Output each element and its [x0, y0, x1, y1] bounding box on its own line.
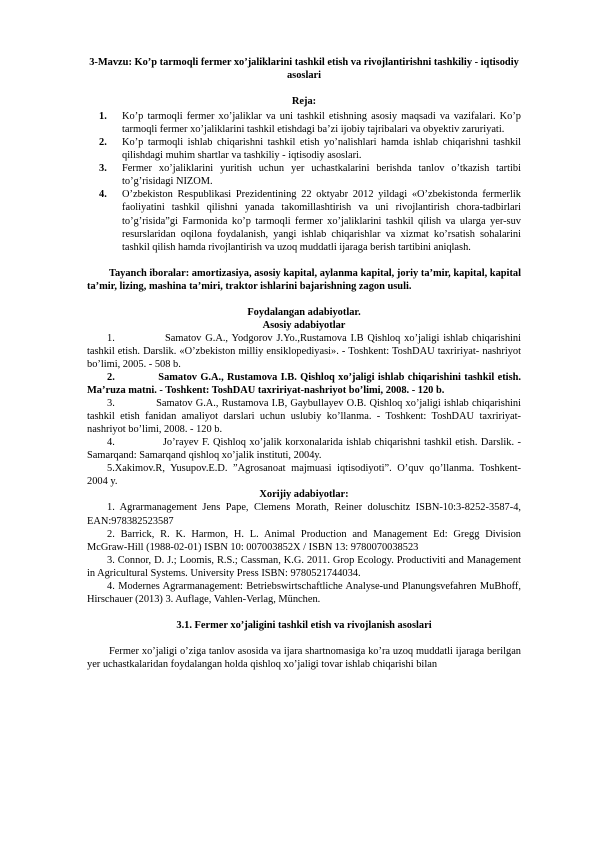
plan-item-number: 4. [99, 189, 107, 201]
main-literature-heading: Asosiy adabiyotlar [262, 319, 346, 331]
plan-item-text: Ko’p tarmoqli ishlab chiqarishni tashkil etish yo’nalishlari hamda ishlab chiqarishni tashkil qilishdagi muhim shartlar va tashkiliy - iqtisodiy asoslari. [122, 137, 521, 162]
section-heading: 3.1. Fermer xo’jaligini tashkil etish va rivojlanish asoslari [176, 619, 432, 631]
main-reference: 2. Samatov G.A., Rustamova I.B. Qishloq xo’jaligi ishlab chiqarishini tashkil etish. Ma’ruza matni. - Toshkent: ToshDAU taxririyat-nashriyot bo’limi, 2008. - 120 b. [87, 371, 521, 397]
foreign-reference: 2. Barrick, R. K. Harmon, H. L. Animal Production and Management Ed: Gregg Division McGraw-Hill (1988-02-01) ISBN 10: 007003852X / ISBN 13: 9780070038523 [87, 528, 521, 553]
plan-item-text: Fermer xo’jaliklarini yuritish uchun yer uchastkalarini berishda tanlov o’tkazish tartibi to’g’risidagi NIZOM. [122, 163, 521, 188]
document-page [87, 56, 521, 671]
main-reference: 1. Samatov G.A., Yodgorov J.Yo.,Rustamova I.B Qishloq xo’jaligi ishlab chiqarishini tashkil etish. Darslik. «O’zbekiston milliy ensiklopediyasi». - Toshkent: ToshDAU taxririyat- nashriyot bo’limi, 2005. - 508 b. [87, 332, 521, 370]
key-terms: Tayanch iboralar: amortizasiya, asosiy kapital, aylanma kapital, joriy ta’mir, kapital, kapital ta’mir, lizing, mashina ta’miri, traktor ishlarini bajarishning zagon usuli. [87, 267, 521, 292]
plan-item-number: 3. [99, 163, 107, 175]
plan-list [87, 110, 521, 254]
main-reference: 4. Jo’rayev F. Qishloq xo’jalik korxonalarida ishlab chiqarishni tashkil etish. Darslik. -Samarqand: Samarqand qishloq xo’jalik instituti, 2004y. [87, 437, 521, 462]
foreign-literature-heading: Xorijiy adabiyotlar: [259, 489, 349, 501]
plan-item [87, 188, 521, 253]
plan-item [87, 110, 521, 136]
plan-item [87, 162, 521, 188]
foreign-reference: 1. Agrarmanagement Jens Pape, Clemens Morath, Reiner doluschitz ISBN-10:3-8252-3587-4, EAN:978382523587 [87, 502, 521, 527]
foreign-reference: 4. Modernes Agrarmanagement: Betriebswirtschaftliche Analyse-und Planungsvefahren MuBhoff, Hirschauer (2013) 3. Auflage, Vahlen-Verlag, München. [87, 580, 521, 605]
plan-item-number: 1. [99, 111, 107, 123]
topic-title: 3-Mavzu: Ko’p tarmoqli fermer xo’jaliklarini tashkil etish va rivojlantirishni tashkiliy - iqtisodiy asoslari [89, 57, 519, 82]
foreign-reference: 3. Connor, D. J.; Loomis, R.S.; Cassman, K.G. 2011. Grop Ecology. Productiviti and Management in Agricultural Systems. University Press ISBN: 9780521744034. [87, 554, 521, 579]
plan-heading: Reja: [291, 96, 317, 108]
literature-heading: Foydalangan adabiyotlar. [247, 306, 361, 318]
plan-item-text: O’zbekiston Respublikasi Prezidentining 22 oktyabr 2012 yildagi «O’zbekistonda fermerlik faoliyatini tashkil qilishni yanada takomillashtirish va uni rivojlantirish chora-tadbirlari to’g’risida”gi Farmonida ko’p tarmoqli fermer xo’jaliklarini tashkil qilish va ularga yer-suv resurslaridan oqilona foydalanish, yangi ishlab chiqarishlar va xizmat ko’rsatish sohalarini tashkil qilish hamda rivojlantirish va uzoq muddatli ijaraga berish tartibini aniqlash. [122, 189, 521, 253]
main-reference: 3. Samatov G.A., Rustamova I.B, Gaybullayev O.B. Qishloq xo’jaligi ishlab chiqarishini tashkil etish fanidan amaliyot darslari uchun uslubiy ko’llanma. - Toshkent: ToshDAU taxririyat- nashriyot bo’limi, 2008. - 120 b. [87, 398, 521, 436]
plan-item [87, 136, 521, 162]
main-reference: 5.Xakimov.R, Yusupov.E.D. ”Agrosanoat majmuasi iqtisodiyoti”. O’quv qo’llanma. Toshkent- 2004 y. [87, 463, 521, 488]
plan-item-number: 2. [99, 137, 107, 149]
plan-item-text: Ko’p tarmoqli fermer xo’jaliklar va uni tashkil etishning asosiy maqsadi va vazifalari. Ko’p tarmoqli fermer xo’jaliklarini tashkil etishdagi ba’zi ijobiy tajribalari va obyektiv zaruriyati. [122, 111, 521, 136]
body-paragraph: Fermer xo’jaligi o’ziga tanlov asosida va ijara shartnomasiga ko’ra uzoq muddatli ijaraga berilgan yer uchastkalaridan foydalangan holda qishloq xo’jaligi tovar ishlab chiqarishi bilan [87, 645, 521, 670]
